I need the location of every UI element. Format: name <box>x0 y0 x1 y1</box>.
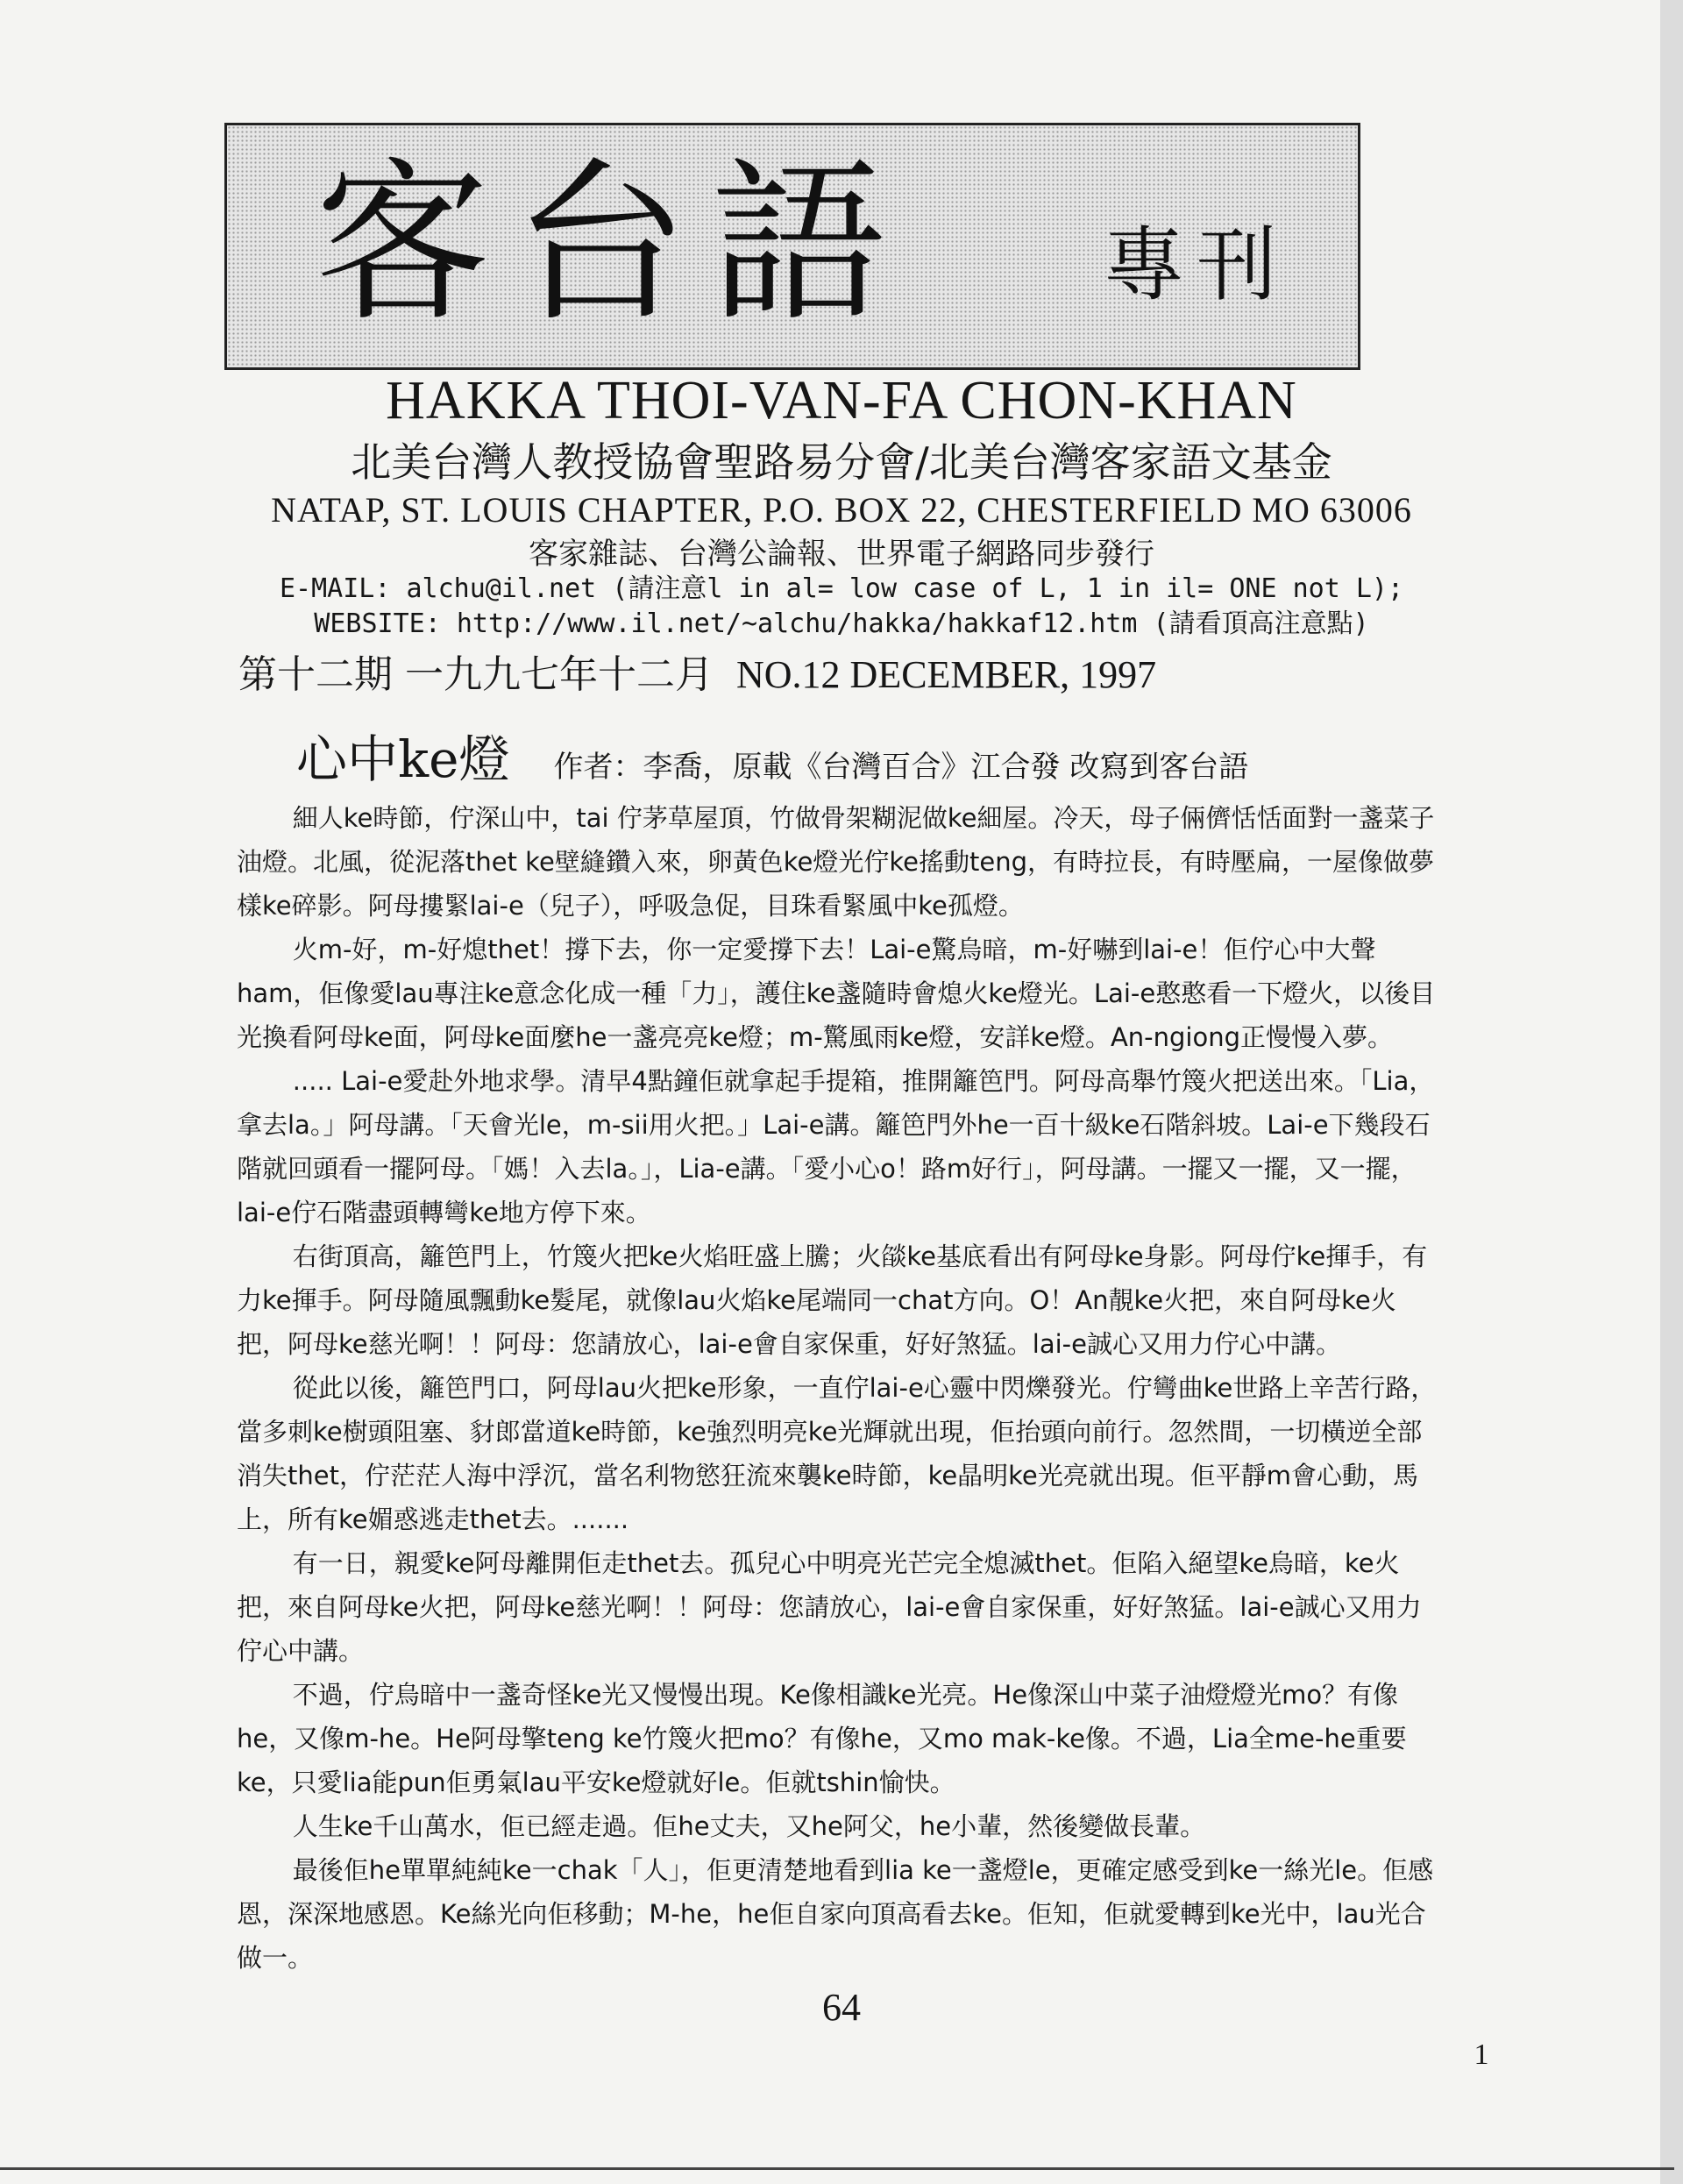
issue-english: NO.12 DECEMBER, 1997 <box>736 653 1157 696</box>
bottom-rule <box>0 2167 1674 2170</box>
masthead-title: 客台語 <box>315 142 910 346</box>
article-byline: 作者：李喬，原載《台灣百合》江合發 改寫到客台語 <box>553 750 1249 785</box>
organization-line: 北美台灣人教授協會聖路易分會/北美台灣客家語文基金 <box>351 438 1332 486</box>
issue-line <box>238 649 1156 701</box>
article-body <box>237 796 1446 1980</box>
issue-chinese: 第十二期 一九九七年十二月 <box>238 652 714 697</box>
paragraph: 細人ke時節，佇深山中，tai 佇茅草屋頂，竹做骨架糊泥做ke細屋。冷天，母子倆儕恬恬面對一盞菜子油燈。北風，從泥落thet ke壁縫鑽入來，卵黃色ke燈光佇ke搖動teng，有時拉長，有時壓扁，一屋像做夢樣ke碎影。阿母摟緊lai-e（兒子），呼吸急促，目珠看緊風中ke孤燈。 <box>237 803 1435 921</box>
paragraph: 從此以後，籬笆門口，阿母lau火把ke形象，一直佇lai-e心靈中閃爍發光。佇彎曲ke世路上辛苦行路，當多刺ke樹頭阻塞、豺郎當道ke時節，ke強烈明亮ke光輝就出現，佢抬頭向前行。忽然間，一切橫逆全部消失thet，佇茫茫人海中浮沉，當名利物慾狂流來襲ke時節，ke晶明ke光亮就出現。佢平靜m會心動，馬上，所有ke媚惑逃走thet去。....... <box>237 1373 1437 1534</box>
page-edge-shadow <box>1660 0 1683 2184</box>
publishing-line: 客家雜誌、台灣公論報、世界電子網路同步發行 <box>529 537 1154 572</box>
masthead-subtitle: 專刊 <box>1104 218 1290 312</box>
masthead-banner <box>224 123 1360 370</box>
paragraph: 右街頂高，籬笆門上，竹篾火把ke火焰旺盛上騰；火燄ke基底看出有阿母ke身影。阿母佇ke揮手，有力ke揮手。阿母隨風飄動ke髮尾，就像lau火焰ke尾端同一chat方向。O！An靚ke火把，來自阿母ke火把，阿母ke慈光啊！！阿母：您請放心，lai-e會自家保重，好好煞猛。lai-e誠心又用力佇心中講。 <box>237 1241 1428 1359</box>
website-line: WEBSITE: http://www.il.net/~alchu/hakka/hakkaf12.htm (請看頂高注意點) <box>314 608 1369 639</box>
romanized-title: HAKKA THOI-VAN-FA CHON-KHAN <box>386 371 1297 430</box>
page-number: 64 <box>822 1986 861 2029</box>
paragraph: 不過，佇烏暗中一盞奇怪ke光又慢慢出現。Ke像相識ke光亮。He像深山中菜子油燈燈光mo？有像he，又像m-he。He阿母擎teng ke竹篾火把mo？有像he，又mo mak-ke像。不過，Lia全me-he重要ke，只愛lia能pun佢勇氣lau平安ke燈就好le。佢就tshin愉快。 <box>237 1680 1407 1797</box>
paragraph: 人生ke千山萬水，佢已經走過。佢he丈夫，又he阿父，he小輩，然後變做長輩。 <box>292 1811 1206 1841</box>
paragraph: 有一日，親愛ke阿母離開佢走thet去。孤兒心中明亮光芒完全熄滅thet。佢陷入絕望ke烏暗，ke火把，來自阿母ke火把，阿母ke慈光啊！！阿母：您請放心，lai-e會自家保重，好好煞猛。lai-e誠心又用力佇心中講。 <box>237 1548 1422 1666</box>
paragraph: 火m-好，m-好熄thet！撐下去，你一定愛撐下去！Lai-e驚烏暗，m-好嚇到lai-e！佢佇心中大聲ham，佢像愛lau專注ke意念化成一種「力」，護住ke盞隨時會熄火ke燈光。Lai-e憨憨看一下燈火，以後目光換看阿母ke面，阿母ke面麼he一盞亮亮ke燈；m-驚風雨ke燈，安詳ke燈。An-ngiong正慢慢入夢。 <box>237 935 1436 1052</box>
address-line: NATAP, ST. LOUIS CHAPTER, P.O. BOX 22, CHESTERFIELD MO 63006 <box>271 490 1412 530</box>
article-header <box>296 728 1248 799</box>
sheet-number: 1 <box>1474 2038 1489 2071</box>
article-title: 心中ke燈 <box>296 729 510 789</box>
paragraph: 最後佢he單單純純ke一chak「人」，佢更清楚地看到lia ke一盞燈le，更確定感受到ke一絲光le。佢感恩，深深地感恩。Ke絲光向佢移動；M-he，he佢自家向頂高看去ke。佢知，佢就愛轉到ke光中，lau光合做一。 <box>237 1855 1434 1973</box>
paragraph: ..... Lai-e愛赴外地求學。清早4點鐘佢就拿起手提箱，推開籬笆門。阿母高舉竹篾火把送出來。「Lia，拿去la。」阿母講。「天會光le，m-sii用火把。」Lai-e講。籬笆門外he一百十級ke石階斜坡。Lai-e下幾段石階就回頭看一擺阿母。「媽！入去la。」，Lia-e講。「愛小心o！路m好行」，阿母講。一擺又一擺，又一擺，lai-e佇石階盡頭轉彎ke地方停下來。 <box>237 1066 1435 1227</box>
email-line: E-MAIL: alchu@il.net (請注意l in al= low case of L, 1 in il= ONE not L); <box>279 573 1404 604</box>
